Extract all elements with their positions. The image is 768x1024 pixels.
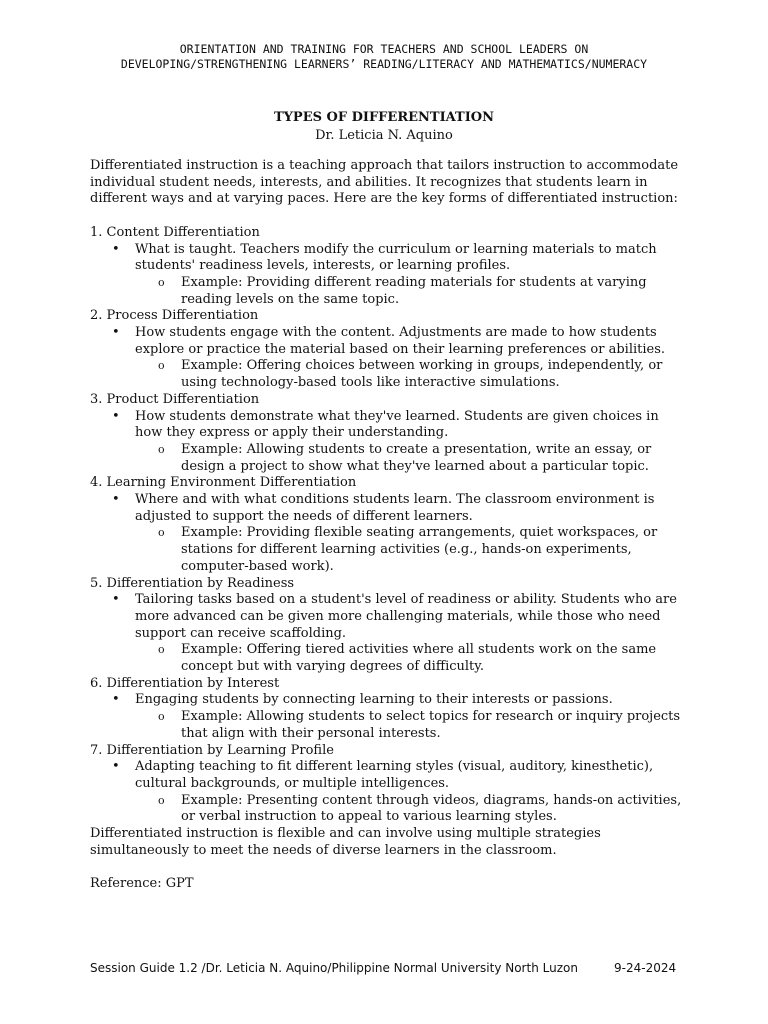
bullet-text: What is taught. Teachers modify the curriculum or learning materials to match students' readiness levels, interests, or learning profiles. bbox=[135, 241, 657, 274]
circle-bullet-icon bbox=[158, 642, 170, 659]
circle-bullet-icon bbox=[158, 358, 170, 375]
bullet-icon bbox=[112, 409, 122, 426]
section-bullet bbox=[90, 409, 690, 442]
section-readiness bbox=[90, 576, 690, 676]
bullet-icon bbox=[112, 692, 122, 709]
section-bullet bbox=[90, 325, 690, 358]
section-bullet bbox=[90, 692, 690, 709]
header-line-1: ORIENTATION AND TRAINING FOR TEACHERS AND SCHOOL LEADERS ON bbox=[179, 42, 589, 56]
document-body bbox=[90, 158, 690, 893]
section-example bbox=[90, 642, 690, 675]
section-interest bbox=[90, 676, 690, 743]
section-bullet bbox=[90, 759, 690, 792]
example-text: Example: Offering choices between working in groups, independently, or using technology-based tools like interactive simulations. bbox=[181, 358, 663, 391]
section-heading: 5. Differentiation by Readiness bbox=[90, 575, 295, 591]
header-line-2: DEVELOPING/STRENGTHENING LEARNERS’ READING/LITERACY AND MATHEMATICS/NUMERACY bbox=[120, 57, 648, 71]
section-bullet bbox=[90, 242, 690, 275]
example-text: Example: Providing flexible seating arrangements, quiet workspaces, or stations for different learning activities (e.g., hands-on experiments, computer-based work). bbox=[181, 525, 658, 574]
section-content bbox=[90, 225, 690, 309]
section-example bbox=[90, 275, 690, 308]
bullet-text: How students demonstrate what they've learned. Students are given choices in how they express or apply their understanding. bbox=[135, 408, 659, 441]
bullet-icon bbox=[112, 759, 122, 776]
section-learning-profile bbox=[90, 743, 690, 827]
bullet-text: Engaging students by connecting learning to their interests or passions. bbox=[135, 692, 613, 708]
bullet-text: Tailoring tasks based on a student's level of readiness or ability. Students who are more advanced can be given more challenging materials, while those who need support can receive scaffolding. bbox=[135, 592, 677, 641]
section-example bbox=[90, 793, 690, 826]
section-example bbox=[90, 525, 690, 575]
bullet-icon bbox=[112, 242, 122, 259]
section-heading: 3. Product Differentiation bbox=[90, 391, 260, 407]
section-bullet bbox=[90, 592, 690, 642]
circle-bullet-icon bbox=[158, 709, 170, 726]
bullet-icon bbox=[112, 592, 122, 609]
section-learning-environment bbox=[90, 475, 690, 575]
intro-paragraph: Differentiated instruction is a teaching approach that tailors instruction to accommodate individual student needs, interests, and abilities. It recognizes that students learn in different ways and at varying paces. Here are the key forms of differentiated instruction: bbox=[90, 158, 679, 207]
circle-bullet-icon bbox=[158, 275, 170, 292]
bullet-text: How students engage with the content. Adjustments are made to how students explore or practice the material based on their learning preferences or abilities. bbox=[135, 325, 666, 357]
section-heading: 4. Learning Environment Differentiation bbox=[90, 475, 357, 491]
section-example bbox=[90, 358, 690, 391]
section-heading: 7. Differentiation by Learning Profile bbox=[90, 742, 334, 758]
section-example bbox=[90, 442, 690, 475]
bullet-text: Where and with what conditions students learn. The classroom environment is adjusted to support the needs of different learners. bbox=[135, 492, 655, 524]
section-heading: 1. Content Differentiation bbox=[90, 224, 260, 240]
example-text: Example: Presenting content through videos, diagrams, hands-on activities, or verbal instruction to appeal to various learning styles. bbox=[181, 792, 682, 825]
footer-date: 9-24-2024 bbox=[614, 961, 677, 975]
bullet-icon bbox=[112, 492, 122, 509]
circle-bullet-icon bbox=[158, 525, 170, 542]
section-process bbox=[90, 308, 690, 392]
example-text: Example: Providing different reading materials for students at varying reading levels on the same topic. bbox=[181, 274, 647, 307]
section-example bbox=[90, 709, 690, 742]
closing-paragraph: Differentiated instruction is flexible and can involve using multiple strategies simultaneously to meet the needs of diverse learners in the classroom. bbox=[90, 826, 601, 858]
document-title: TYPES OF DIFFERENTIATION bbox=[273, 110, 495, 125]
section-heading: 6. Differentiation by Interest bbox=[90, 675, 280, 691]
page-footer bbox=[90, 960, 690, 976]
footer-session-text: Session Guide 1.2 /Dr. Leticia N. Aquino/Philippine Normal University North Luzon bbox=[90, 961, 578, 975]
section-bullet bbox=[90, 492, 690, 525]
circle-bullet-icon bbox=[158, 793, 170, 810]
bullet-icon bbox=[112, 325, 122, 342]
document-header bbox=[40, 42, 728, 72]
reference-line: Reference: GPT bbox=[90, 876, 194, 892]
circle-bullet-icon bbox=[158, 442, 170, 459]
title-block bbox=[90, 109, 678, 145]
example-text: Example: Offering tiered activities where all students work on the same concept but with varying degrees of difficulty. bbox=[181, 642, 657, 675]
bullet-text: Adapting teaching to fit different learning styles (visual, auditory, kinesthetic), cultural backgrounds, or multiple intelligences. bbox=[135, 759, 654, 791]
document-author: Dr. Leticia N. Aquino bbox=[315, 128, 453, 143]
section-heading: 2. Process Differentiation bbox=[90, 308, 259, 324]
section-product bbox=[90, 392, 690, 476]
example-text: Example: Allowing students to select topics for research or inquiry projects that align with their personal interests. bbox=[181, 709, 681, 741]
example-text: Example: Allowing students to create a presentation, write an essay, or design a project to show what they've learned about a particular topic. bbox=[181, 441, 652, 474]
